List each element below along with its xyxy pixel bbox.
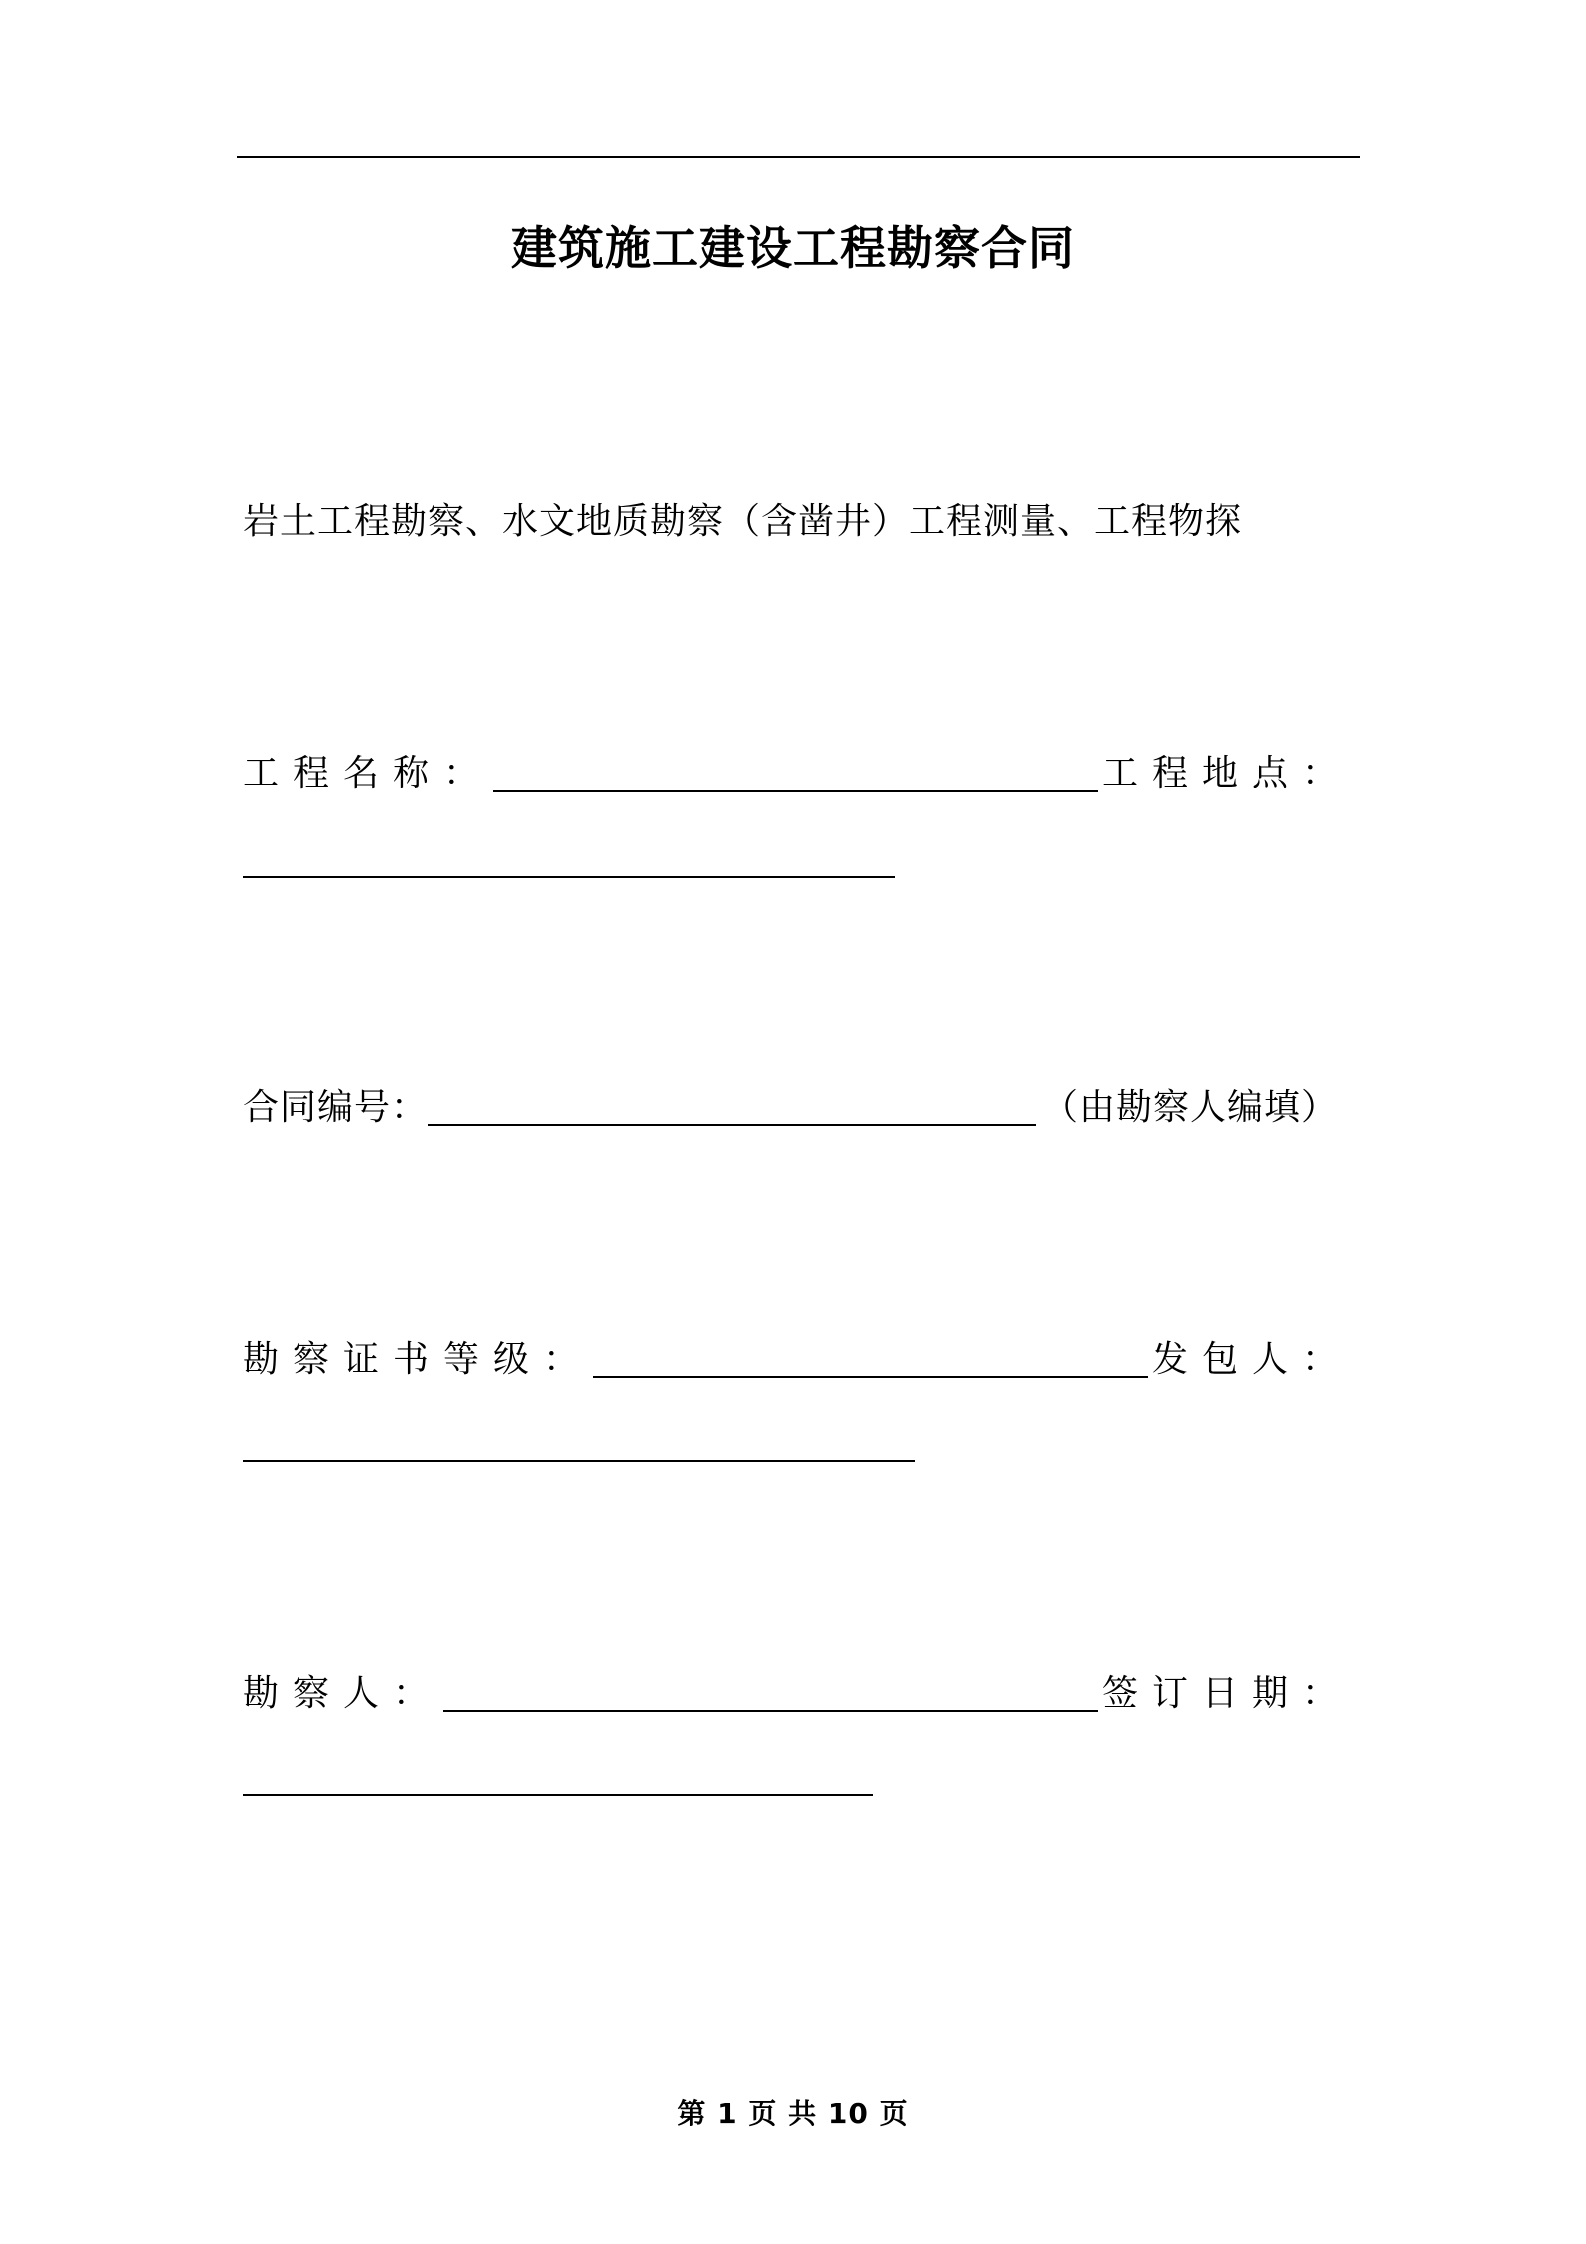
page-footer: 第 1 页 共 10 页 [677, 2097, 909, 2130]
sign-date-label: 签订日期： [1101, 1673, 1352, 1714]
contract-no-blank[interactable] [428, 1124, 1036, 1126]
scope-line: 岩土工程勘察、水文地质勘察（含凿井）工程测量、工程物探 [243, 501, 1243, 542]
employer-label: 发包人： [1151, 1339, 1352, 1380]
project-site-label: 工程地点： [1101, 753, 1352, 794]
document-title: 建筑施工建设工程勘察合同 [511, 221, 1075, 275]
contract-no-label: 合同编号： [243, 1087, 429, 1128]
header-rule [237, 156, 1360, 158]
certificate-grade-row [243, 1330, 1352, 1390]
contract-no-row [243, 1078, 1338, 1138]
sign-date-blank[interactable] [243, 1794, 873, 1796]
project-name-label: 工程名称： [243, 753, 494, 794]
certificate-grade-label: 勘察证书等级： [243, 1339, 594, 1380]
surveyor-label: 勘察人： [243, 1673, 444, 1714]
contract-no-note: （由勘察人编填） [1041, 1087, 1338, 1128]
surveyor-blank[interactable] [443, 1710, 1098, 1712]
employer-blank[interactable] [243, 1460, 915, 1462]
project-name-row [243, 744, 1352, 804]
project-site-blank[interactable] [243, 876, 895, 878]
surveyor-row [243, 1664, 1352, 1724]
project-name-blank[interactable] [493, 790, 1098, 792]
certificate-grade-blank[interactable] [593, 1376, 1148, 1378]
